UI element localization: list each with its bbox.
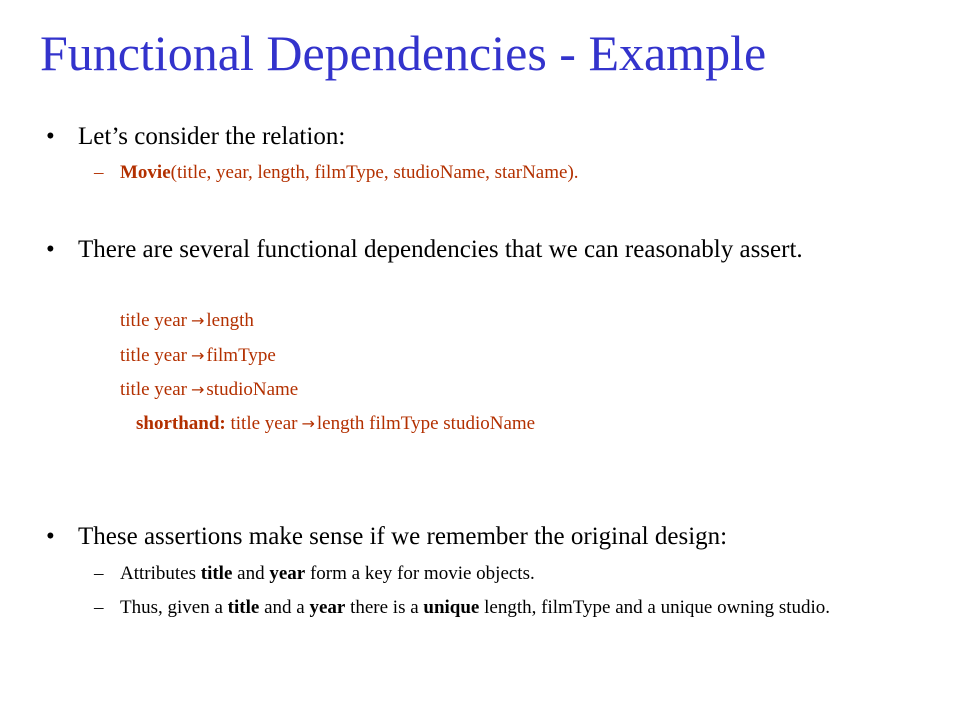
bullet-text: These assertions make sense if we remember the original design: [78,523,728,550]
dash-marker: – [94,597,104,618]
fd-rhs: filmType [206,345,276,366]
sub-bullet-key [94,563,894,586]
arrow-icon: → [301,414,315,433]
fd-lhs: title year [120,310,187,331]
bullet-marker: • [46,236,55,263]
shorthand-label: shorthand: [136,413,226,434]
bullet-text: There are several functional dependencies that we can reasonably assert. [78,236,803,263]
keyword-year: year [269,563,306,584]
arrow-icon: → [191,311,205,330]
relation-attributes: (title, year, length, filmType, studioName, starName). [170,162,579,183]
dash-marker: – [94,563,104,584]
dash-marker: – [94,162,104,183]
sub-bullet-text: Attributes title and year form a key for movie objects. [120,563,535,584]
sub-bullet-unique [94,597,874,620]
bullet-assertions [46,522,916,552]
fd-line [120,310,254,332]
bullet-marker: • [46,123,55,150]
fd-lhs: title year [120,345,187,366]
bullet-marker: • [46,523,55,550]
slide-title: Functional Dependencies - Example [40,25,767,81]
fd-rhs: length filmType studioName [316,413,536,434]
fd-shorthand [136,413,535,435]
bullet-several-fds [46,235,916,265]
arrow-icon: → [191,346,205,365]
fd-line [120,379,298,401]
fd-lhs: title year [120,379,187,400]
fd-rhs: length [206,310,254,331]
fd-lhs: title year [230,413,298,434]
fd-line [120,345,276,367]
bullet-text: Let’s consider the relation: [78,123,346,150]
bullet-consider-relation [46,122,916,152]
sub-bullet-text: Thus, given a title and a year there is a unique length, filmType and a unique owning studio. [120,597,831,618]
arrow-icon: → [191,380,205,399]
keyword-year: year [309,597,346,618]
sub-bullet-relation [94,162,894,185]
relation-name: Movie [120,162,171,183]
keyword-title: title [200,563,233,584]
relation-schema [120,162,894,185]
keyword-title: title [227,597,260,618]
keyword-unique: unique [423,597,480,618]
fd-rhs: studioName [206,379,299,400]
